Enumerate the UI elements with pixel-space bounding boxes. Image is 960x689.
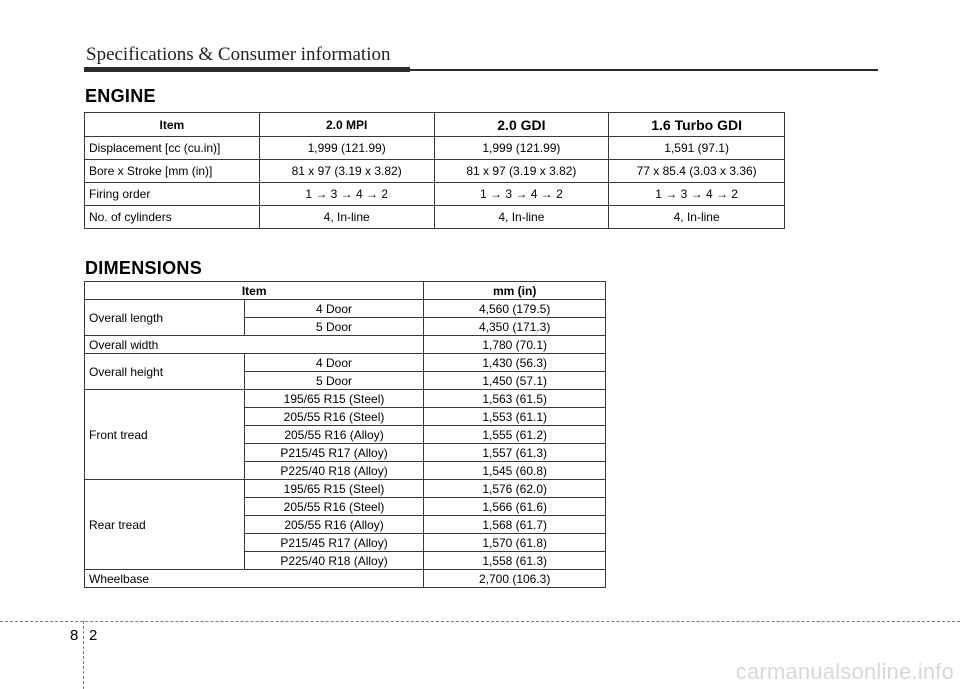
value-cell: 4,350 (171.3)	[424, 318, 606, 336]
engine-col-mpi: 2.0 MPI	[259, 113, 434, 137]
engine-cell: 81 x 97 (3.19 x 3.82)	[434, 160, 609, 183]
value-cell: 1,555 (61.2)	[424, 426, 606, 444]
engine-col-gdi: 2.0 GDI	[434, 113, 609, 137]
variant-cell: 205/55 R16 (Alloy)	[244, 516, 424, 534]
engine-cell: 1,999 (121.99)	[434, 137, 609, 160]
engine-cell: No. of cylinders	[85, 206, 260, 229]
value-cell: 1,566 (61.6)	[424, 498, 606, 516]
engine-cell: 4, In-line	[609, 206, 785, 229]
value-cell: 1,570 (61.8)	[424, 534, 606, 552]
engine-cell: Displacement [cc (cu.in)]	[85, 137, 260, 160]
variant-cell: P225/40 R18 (Alloy)	[244, 462, 424, 480]
table-row	[85, 570, 606, 588]
value-cell: 1,780 (70.1)	[424, 336, 606, 354]
variant-cell: 195/65 R15 (Steel)	[244, 480, 424, 498]
table-row	[85, 160, 785, 183]
engine-col-turbo: 1.6 Turbo GDI	[609, 113, 785, 137]
value-cell: 1,545 (60.8)	[424, 462, 606, 480]
variant-cell: 205/55 R16 (Steel)	[244, 498, 424, 516]
dimensions-table	[84, 281, 606, 588]
chapter-number: 8	[70, 627, 79, 644]
table-row	[85, 137, 785, 160]
watermark-text: carmanualsonline.info	[735, 659, 954, 684]
engine-cell: 4, In-line	[259, 206, 434, 229]
engine-cell: 4, In-line	[434, 206, 609, 229]
engine-section-title: ENGINE	[85, 86, 156, 106]
value-cell: 1,430 (56.3)	[424, 354, 606, 372]
rear-tread-label: Rear tread	[85, 480, 245, 570]
dimensions-col-mm: mm (in)	[424, 282, 606, 300]
front-tread-label: Front tread	[85, 390, 245, 480]
value-cell: 1,568 (61.7)	[424, 516, 606, 534]
table-row	[85, 183, 785, 206]
variant-cell: P215/45 R17 (Alloy)	[244, 534, 424, 552]
value-cell: 1,553 (61.1)	[424, 408, 606, 426]
dimensions-section-title: DIMENSIONS	[85, 258, 203, 278]
table-row	[85, 336, 606, 354]
value-cell: 1,558 (61.3)	[424, 552, 606, 570]
engine-cell: 81 x 97 (3.19 x 3.82)	[259, 160, 434, 183]
variant-cell: 205/55 R16 (Alloy)	[244, 426, 424, 444]
header-rule-thin	[410, 69, 878, 71]
header-rule	[84, 67, 878, 72]
wheelbase-label: Wheelbase	[85, 570, 424, 588]
dimensions-header-row	[85, 282, 606, 300]
engine-cell: 1,999 (121.99)	[259, 137, 434, 160]
variant-cell: 4 Door	[244, 354, 424, 372]
engine-cell: Firing order	[85, 183, 260, 206]
variant-cell: P225/40 R18 (Alloy)	[244, 552, 424, 570]
engine-header-row	[85, 113, 785, 137]
dimensions-col-item: Item	[85, 282, 424, 300]
engine-cell: Bore x Stroke [mm (in)]	[85, 160, 260, 183]
overall-height-label: Overall height	[85, 354, 245, 390]
value-cell: 4,560 (179.5)	[424, 300, 606, 318]
engine-cell: 1,591 (97.1)	[609, 137, 785, 160]
engine-cell: 1 → 3 → 4 → 2	[609, 183, 785, 206]
engine-table	[84, 112, 785, 229]
value-cell: 1,576 (62.0)	[424, 480, 606, 498]
table-row	[85, 354, 606, 372]
page-number: 2	[89, 627, 98, 644]
engine-cell: 1 → 3 → 4 → 2	[259, 183, 434, 206]
footer-vertical-divider	[83, 621, 84, 689]
variant-cell: 195/65 R15 (Steel)	[244, 390, 424, 408]
value-cell: 1,563 (61.5)	[424, 390, 606, 408]
variant-cell: 5 Door	[244, 318, 424, 336]
engine-col-item: Item	[85, 113, 260, 137]
table-row	[85, 480, 606, 498]
header-rule-thick	[84, 67, 410, 72]
table-row	[85, 300, 606, 318]
value-cell: 1,557 (61.3)	[424, 444, 606, 462]
variant-cell: 4 Door	[244, 300, 424, 318]
table-row	[85, 206, 785, 229]
value-cell: 1,450 (57.1)	[424, 372, 606, 390]
engine-cell: 1 → 3 → 4 → 2	[434, 183, 609, 206]
table-row	[85, 390, 606, 408]
overall-width-label: Overall width	[85, 336, 424, 354]
page-header-title: Specifications & Consumer information	[86, 44, 391, 65]
footer-divider	[0, 621, 960, 622]
engine-cell: 77 x 85.4 (3.03 x 3.36)	[609, 160, 785, 183]
overall-length-label: Overall length	[85, 300, 245, 336]
variant-cell: P215/45 R17 (Alloy)	[244, 444, 424, 462]
variant-cell: 5 Door	[244, 372, 424, 390]
variant-cell: 205/55 R16 (Steel)	[244, 408, 424, 426]
value-cell: 2,700 (106.3)	[424, 570, 606, 588]
